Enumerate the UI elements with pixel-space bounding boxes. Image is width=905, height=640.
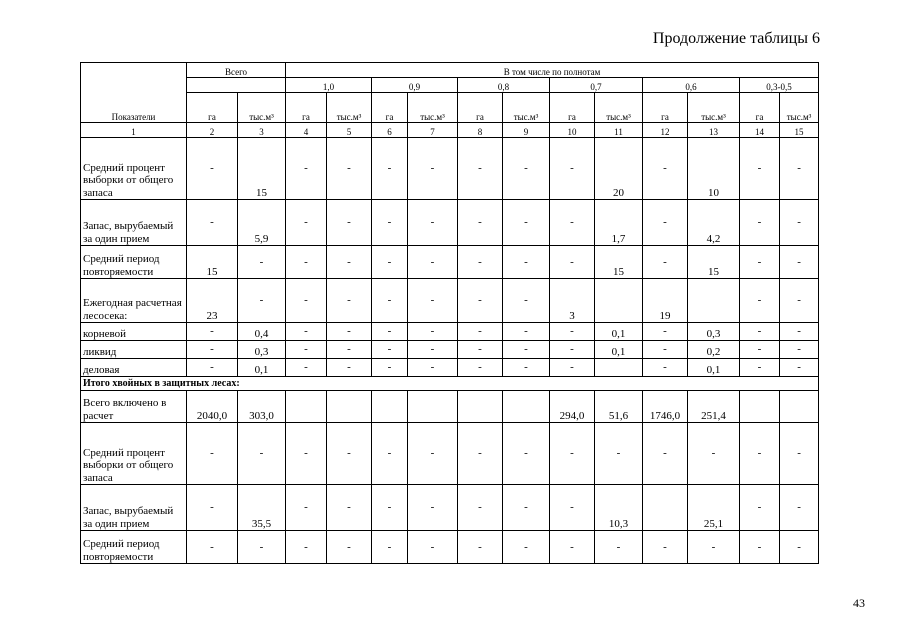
table-cell: - (372, 485, 408, 531)
table-cell: - (503, 323, 550, 341)
table-cell: - (780, 531, 819, 564)
table-cell: - (780, 359, 819, 377)
header-total: Всего (187, 63, 286, 78)
table-cell: - (780, 323, 819, 341)
row-label: Ежегодная расчетная лесосека: (81, 279, 187, 323)
table-cell: 0,1 (238, 359, 286, 377)
table-cell: 51,6 (595, 391, 643, 423)
table-cell: - (740, 341, 780, 359)
table-cell: - (327, 200, 372, 246)
table-cell: - (327, 359, 372, 377)
table-cell (503, 391, 550, 423)
table-cell: - (643, 200, 688, 246)
col-number: 7 (408, 123, 458, 138)
density-1: 1,0 (286, 78, 372, 93)
table-cell (740, 391, 780, 423)
col-number: 4 (286, 123, 327, 138)
table-cell: 25,1 (688, 485, 740, 531)
col-number: 10 (550, 123, 595, 138)
table-cell: - (327, 423, 372, 485)
unit-vol: тыс.м³ (780, 93, 819, 123)
table-cell: 1,7 (595, 200, 643, 246)
table-cell: - (408, 341, 458, 359)
table-cell: - (550, 485, 595, 531)
col-number: 3 (238, 123, 286, 138)
table-cell: 15 (238, 138, 286, 200)
row-label: деловая (81, 359, 187, 377)
table-cell: - (458, 359, 503, 377)
table-cell: - (688, 531, 740, 564)
table-cell (688, 279, 740, 323)
table-cell: 15 (595, 246, 643, 279)
table-cell: - (550, 341, 595, 359)
table-cell: - (372, 359, 408, 377)
density-6: 0,3-0,5 (740, 78, 819, 93)
header-indicators: Показатели (81, 63, 187, 123)
table-cell: - (408, 423, 458, 485)
table-cell: - (550, 531, 595, 564)
table-cell: - (408, 531, 458, 564)
table-cell: - (503, 341, 550, 359)
table-cell: - (503, 485, 550, 531)
table-cell: - (550, 359, 595, 377)
table-row (81, 531, 819, 564)
table-cell: - (408, 323, 458, 341)
table-cell: - (372, 200, 408, 246)
table-row (81, 423, 819, 485)
table-cell: - (286, 359, 327, 377)
table-cell: 15 (187, 246, 238, 279)
col-number: 1 (81, 123, 187, 138)
page-number: 43 (853, 596, 865, 610)
col-number: 11 (595, 123, 643, 138)
table-cell: - (503, 359, 550, 377)
row-label: Средний процент выборки от общего запаса (81, 138, 187, 200)
table-caption: Продолжение таблицы 6 (652, 30, 820, 47)
unit-vol: тыс.м³ (327, 93, 372, 123)
section-title: Итого хвойных в защитных лесах: (81, 377, 819, 391)
table-cell: - (286, 138, 327, 200)
section-row (81, 377, 819, 391)
table-cell: - (372, 531, 408, 564)
table-cell: - (187, 341, 238, 359)
table-cell (595, 279, 643, 323)
density-5: 0,6 (643, 78, 740, 93)
table-cell: - (643, 323, 688, 341)
row-label: Запас, вырубаемый за один прием (81, 200, 187, 246)
table-cell: - (327, 246, 372, 279)
table-cell: - (780, 341, 819, 359)
table-cell: - (187, 423, 238, 485)
table-cell: - (408, 485, 458, 531)
table-cell: - (740, 531, 780, 564)
table-cell: - (238, 531, 286, 564)
table-cell: 10,3 (595, 485, 643, 531)
table-cell: - (458, 246, 503, 279)
table-row (81, 485, 819, 531)
table-cell (327, 391, 372, 423)
table-cell: - (327, 341, 372, 359)
unit-vol: тыс.м³ (238, 93, 286, 123)
table-cell: 0,1 (688, 359, 740, 377)
table-cell: - (408, 200, 458, 246)
col-number: 13 (688, 123, 740, 138)
table-cell: 0,2 (688, 341, 740, 359)
table-cell: 1746,0 (643, 391, 688, 423)
table-cell (595, 359, 643, 377)
unit-ha: га (740, 93, 780, 123)
table-cell: 5,9 (238, 200, 286, 246)
row-label: Средний процент выборки от общего запаса (81, 423, 187, 485)
table-row (81, 138, 819, 200)
unit-ha: га (187, 93, 238, 123)
table-cell: 20 (595, 138, 643, 200)
table-cell: - (408, 138, 458, 200)
row-label: ликвид (81, 341, 187, 359)
density-2: 0,9 (372, 78, 458, 93)
row-label: Средний период повторяемости (81, 531, 187, 564)
unit-ha: га (286, 93, 327, 123)
table-cell: - (286, 246, 327, 279)
table-cell: - (372, 423, 408, 485)
table-cell: - (372, 246, 408, 279)
table-cell: - (550, 138, 595, 200)
table-cell: - (643, 423, 688, 485)
table-cell: - (286, 485, 327, 531)
table-cell: 15 (688, 246, 740, 279)
table-cell: - (238, 246, 286, 279)
table-cell: 294,0 (550, 391, 595, 423)
table-cell: - (187, 531, 238, 564)
table-cell: - (372, 341, 408, 359)
unit-vol: тыс.м³ (688, 93, 740, 123)
table-cell: 0,3 (238, 341, 286, 359)
table-cell: - (643, 531, 688, 564)
table-cell: - (550, 200, 595, 246)
table-cell: - (187, 359, 238, 377)
table-cell: - (372, 138, 408, 200)
table-cell: - (372, 323, 408, 341)
unit-ha: га (643, 93, 688, 123)
unit-vol: тыс.м³ (408, 93, 458, 123)
table-cell: - (643, 359, 688, 377)
table-cell: - (643, 246, 688, 279)
table-cell: - (595, 423, 643, 485)
table-cell: - (550, 246, 595, 279)
table-cell (372, 391, 408, 423)
density-3: 0,8 (458, 78, 550, 93)
table-cell: - (327, 323, 372, 341)
table-cell: - (458, 200, 503, 246)
table-cell: - (408, 279, 458, 323)
table-row (81, 279, 819, 323)
table-cell (286, 391, 327, 423)
table-cell: - (503, 246, 550, 279)
table-cell: - (458, 138, 503, 200)
table-cell: - (740, 200, 780, 246)
row-label: Всего включено в расчет (81, 391, 187, 423)
table-cell: - (458, 279, 503, 323)
table-cell: - (458, 531, 503, 564)
table-cell: - (238, 279, 286, 323)
table-cell: - (458, 323, 503, 341)
col-number: 14 (740, 123, 780, 138)
table-cell: - (503, 423, 550, 485)
col-number: 5 (327, 123, 372, 138)
table-cell: - (327, 485, 372, 531)
table-cell: 10 (688, 138, 740, 200)
table-cell: - (740, 279, 780, 323)
table-cell: 3 (550, 279, 595, 323)
table-cell: - (643, 138, 688, 200)
table-cell: - (286, 423, 327, 485)
table-cell: - (238, 423, 286, 485)
table-cell: 0,1 (595, 323, 643, 341)
table-cell: - (780, 138, 819, 200)
table-cell: - (286, 341, 327, 359)
table-cell: 0,4 (238, 323, 286, 341)
col-number: 2 (187, 123, 238, 138)
table-cell: - (458, 485, 503, 531)
table-cell: 0,1 (595, 341, 643, 359)
table-cell: - (187, 200, 238, 246)
table-cell: - (740, 359, 780, 377)
table-cell: - (187, 485, 238, 531)
row-label: корневой (81, 323, 187, 341)
table-row (81, 200, 819, 246)
table-cell: - (408, 246, 458, 279)
table-cell: - (740, 246, 780, 279)
table-row (81, 246, 819, 279)
table-cell: - (740, 423, 780, 485)
table-row (81, 359, 819, 377)
table-row (81, 341, 819, 359)
table-cell: 19 (643, 279, 688, 323)
table-cell: - (327, 138, 372, 200)
table-row (81, 323, 819, 341)
table-cell: - (372, 279, 408, 323)
forest-table (80, 62, 819, 564)
table-cell: - (550, 423, 595, 485)
table-cell: - (187, 323, 238, 341)
table-cell: 2040,0 (187, 391, 238, 423)
table-cell: - (286, 323, 327, 341)
col-number: 15 (780, 123, 819, 138)
unit-ha: га (458, 93, 503, 123)
table-cell: - (286, 279, 327, 323)
table-cell: - (458, 341, 503, 359)
table-cell (643, 485, 688, 531)
unit-vol: тыс.м³ (503, 93, 550, 123)
unit-ha: га (372, 93, 408, 123)
table-cell: - (503, 531, 550, 564)
header-incl: В том числе по полнотам (286, 63, 819, 78)
unit-vol: тыс.м³ (595, 93, 643, 123)
table-cell: - (740, 485, 780, 531)
table-cell: 23 (187, 279, 238, 323)
table-cell: - (408, 359, 458, 377)
table-cell: - (780, 200, 819, 246)
table-cell: - (550, 323, 595, 341)
table-row (81, 391, 819, 423)
table-cell: - (327, 531, 372, 564)
col-number: 6 (372, 123, 408, 138)
table-cell: - (780, 423, 819, 485)
col-number: 12 (643, 123, 688, 138)
unit-ha: га (550, 93, 595, 123)
table-cell: - (780, 485, 819, 531)
table-cell: 4,2 (688, 200, 740, 246)
row-label: Средний период повторяемости (81, 246, 187, 279)
table-cell: 35,5 (238, 485, 286, 531)
table-cell: - (503, 200, 550, 246)
table-cell (408, 391, 458, 423)
row-label: Запас, вырубаемый за один прием (81, 485, 187, 531)
table-cell: 251,4 (688, 391, 740, 423)
table-cell: 303,0 (238, 391, 286, 423)
table-cell: - (780, 246, 819, 279)
col-number: 9 (503, 123, 550, 138)
density-4: 0,7 (550, 78, 643, 93)
table-cell: - (503, 279, 550, 323)
table-cell (458, 391, 503, 423)
table-cell: - (740, 323, 780, 341)
table-cell: - (503, 138, 550, 200)
table-cell: - (740, 138, 780, 200)
table-cell (780, 391, 819, 423)
table-cell: - (458, 423, 503, 485)
table-cell: - (286, 200, 327, 246)
col-number: 8 (458, 123, 503, 138)
table-cell: - (327, 279, 372, 323)
table-cell: - (688, 423, 740, 485)
table-cell: 0,3 (688, 323, 740, 341)
table-cell: - (780, 279, 819, 323)
table-cell: - (643, 341, 688, 359)
total-spacer (187, 78, 286, 93)
table-cell: - (187, 138, 238, 200)
table-cell: - (595, 531, 643, 564)
table-cell: - (286, 531, 327, 564)
